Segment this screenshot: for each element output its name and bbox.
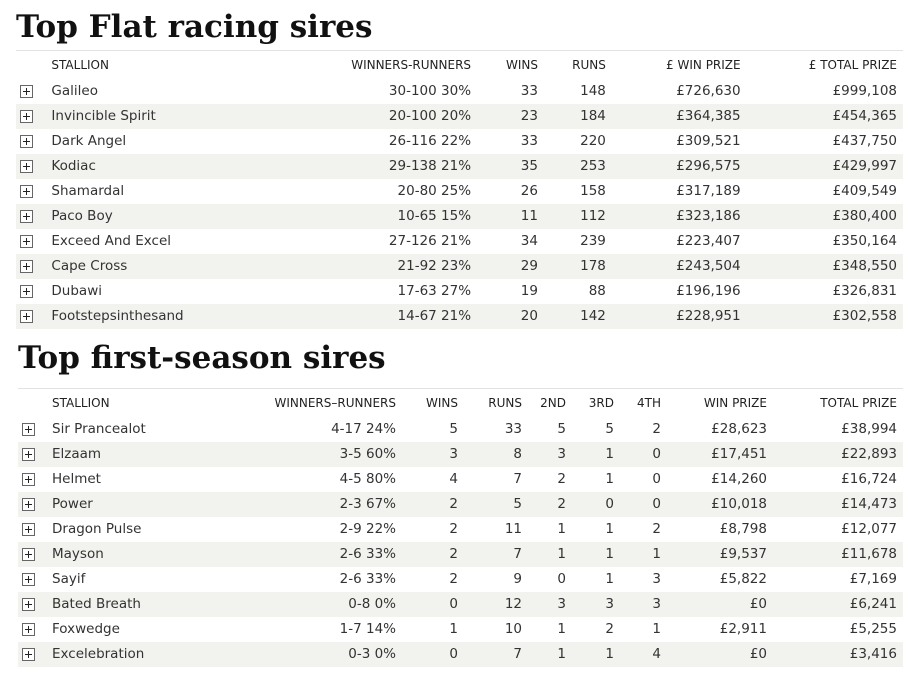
stallion-name: Excelebration [52,646,145,662]
table-row [18,542,903,567]
table-cell: £228,951 [676,308,741,324]
table-row [18,417,903,442]
table-cell: 4-17 24% [331,421,396,437]
first-season-sires-section [0,335,924,694]
table-cell: £5,255 [849,621,897,637]
expand-cell [16,154,45,179]
table-row [16,279,903,304]
expand-plus-icon[interactable] [20,110,33,123]
expand-plus-icon[interactable] [20,310,33,323]
table-cell: 20-100 20% [388,108,472,124]
table-row [16,104,903,129]
table-cell: 158 [580,183,606,199]
table-cell: £323,186 [676,208,741,224]
column-header: STALLION [45,51,245,79]
table-cell: 11 [504,521,522,537]
table-cell: 33 [520,83,538,99]
expand-cell [18,592,46,617]
expand-cell [18,517,46,542]
expand-column-header [16,51,45,79]
stallion-name: Power [52,496,93,512]
table-cell: £28,623 [711,421,767,437]
expand-plus-icon[interactable] [22,573,35,586]
table-cell: 4-5 80% [339,471,396,487]
table-cell: 14-67 21% [397,308,472,324]
stallion-name: Foxwedge [52,621,120,637]
column-header: £ TOTAL PRIZE [747,51,903,79]
table-cell: 2 [449,521,458,537]
table-row [18,442,903,467]
table-cell: 88 [588,283,606,299]
table-cell: £437,750 [832,133,897,149]
table-cell: £12,077 [841,521,897,537]
table-row [18,617,903,642]
expand-plus-icon[interactable] [22,648,35,661]
table-row [18,567,903,592]
table-cell: 2-9 22% [339,521,396,537]
table-cell: £3,416 [849,646,897,662]
table-cell: 0 [652,446,661,462]
table-cell: 1 [605,646,614,662]
stallion-name: Exceed And Excel [51,233,171,249]
stallion-name: Sayif [52,571,86,587]
table-cell: 0 [652,496,661,512]
expand-cell [18,492,46,517]
table-cell: £14,473 [841,496,897,512]
stallion-name: Dark Angel [51,133,127,149]
stallion-name: Footstepsinthesand [51,308,184,324]
table-cell: £5,822 [719,571,767,587]
table-row [16,204,903,229]
expand-plus-icon[interactable] [20,160,33,173]
column-header: WINNERS–RUNNERS [196,389,402,417]
expand-plus-icon[interactable] [22,548,35,561]
expand-plus-icon[interactable] [20,285,33,298]
table-cell: 1 [557,646,566,662]
table-cell: 29-138 21% [388,158,472,174]
expand-plus-icon[interactable] [20,210,33,223]
table-cell: £2,911 [719,621,767,637]
table-cell: £0 [749,596,767,612]
table-row [16,304,903,329]
expand-plus-icon[interactable] [20,185,33,198]
column-header: RUNS [544,51,612,79]
stallion-name: Dragon Pulse [52,521,142,537]
table-cell: 178 [580,258,606,274]
table-cell: 1 [605,471,614,487]
table-cell: 34 [520,233,538,249]
stallion-name: Invincible Spirit [51,108,156,124]
expand-cell [16,129,45,154]
table-cell: 3 [605,596,614,612]
table-cell: 0-3 0% [348,646,396,662]
table-row [16,154,903,179]
table-cell: 220 [580,133,606,149]
table-cell: 12 [504,596,522,612]
table-cell: £309,521 [676,133,741,149]
table-cell: 1 [557,621,566,637]
stallion-name: Sir Prancealot [52,421,146,437]
table-cell: 0 [652,471,661,487]
table-cell: 35 [520,158,538,174]
table-cell: 0 [449,646,458,662]
column-header: WINS [477,51,544,79]
table-cell: 5 [605,421,614,437]
column-header: STALLION [46,389,196,417]
table-cell: £429,997 [832,158,897,174]
table-cell: £9,537 [719,546,767,562]
stallion-name: Bated Breath [52,596,141,612]
table-cell: 2 [652,421,661,437]
stallion-name: Shamardal [51,183,125,199]
table-cell: 184 [580,108,606,124]
expand-plus-icon[interactable] [20,85,33,98]
column-header: RUNS [464,389,528,417]
table-cell: 1 [557,521,566,537]
table-cell: £348,550 [832,258,897,274]
expand-plus-icon[interactable] [22,598,35,611]
section-title: Top Flat racing sires [16,9,373,45]
table-cell: 10 [504,621,522,637]
table-header-row [18,389,903,417]
column-header: TOTAL PRIZE [773,389,903,417]
table-cell: £409,549 [832,183,897,199]
table-cell: 10-65 15% [397,208,472,224]
table-cell: 112 [580,208,606,224]
table-cell: 0 [557,571,566,587]
expand-plus-icon[interactable] [22,523,35,536]
table-cell: £296,575 [676,158,741,174]
table-cell: 19 [520,283,538,299]
table-cell: 1 [652,621,661,637]
table-cell: £243,504 [676,258,741,274]
table-cell: £196,196 [676,283,741,299]
stallion-name: Galileo [51,83,98,99]
table-cell: 142 [580,308,606,324]
section-title: Top first-season sires [18,340,386,376]
table-cell: 1 [605,446,614,462]
expand-cell [16,204,45,229]
expand-column-header [18,389,46,417]
table-row [18,492,903,517]
table-cell: 7 [513,546,522,562]
expand-plus-icon[interactable] [20,235,33,248]
expand-cell [16,79,45,104]
table-cell: 1 [605,571,614,587]
table-cell: 2-6 33% [339,571,396,587]
table-cell: 239 [580,233,606,249]
table-cell: 8 [513,446,522,462]
expand-cell [16,229,45,254]
table-cell: £454,365 [832,108,897,124]
table-row [16,129,903,154]
table-cell: 0-8 0% [348,596,396,612]
stallion-name: Helmet [52,471,101,487]
table-cell: 1 [605,521,614,537]
table-cell: £17,451 [711,446,767,462]
expand-cell [18,417,46,442]
expand-cell [16,279,45,304]
table-cell: £726,630 [676,83,741,99]
table-cell: 11 [520,208,538,224]
table-cell: 1 [557,546,566,562]
expand-cell [18,542,46,567]
table-cell: 2 [652,521,661,537]
first-season-sires-table [18,388,903,667]
expand-cell [18,567,46,592]
table-cell: £326,831 [832,283,897,299]
stallion-name: Kodiac [51,158,96,174]
table-row [16,229,903,254]
table-row [18,517,903,542]
table-cell: 27-126 21% [388,233,472,249]
table-cell: 2 [557,471,566,487]
table-row [18,642,903,667]
expand-cell [18,617,46,642]
table-cell: 0 [605,496,614,512]
column-header: WIN PRIZE [667,389,773,417]
table-cell: £10,018 [711,496,767,512]
table-cell: 21-92 23% [397,258,472,274]
table-cell: 3 [557,446,566,462]
table-cell: 2 [605,621,614,637]
expand-cell [18,442,46,467]
table-cell: 23 [520,108,538,124]
table-cell: 1 [652,546,661,562]
column-header: WINNERS-RUNNERS [246,51,477,79]
table-cell: £380,400 [832,208,897,224]
table-cell: 2 [557,496,566,512]
expand-plus-icon[interactable] [20,260,33,273]
table-cell: 2 [449,496,458,512]
table-row [18,592,903,617]
table-row [16,79,903,104]
column-header: £ WIN PRIZE [612,51,747,79]
table-row [16,179,903,204]
table-cell: £7,169 [849,571,897,587]
table-body [16,79,903,329]
expand-plus-icon[interactable] [20,135,33,148]
stallion-name: Mayson [52,546,104,562]
table-cell: 33 [520,133,538,149]
table-cell: 4 [449,471,458,487]
table-cell: £16,724 [841,471,897,487]
table-cell: £6,241 [849,596,897,612]
table-cell: 20-80 25% [397,183,472,199]
table-cell: 7 [513,646,522,662]
expand-cell [16,179,45,204]
column-header: WINS [402,389,464,417]
table-cell: 2 [449,546,458,562]
table-cell: £302,558 [832,308,897,324]
table-cell: £364,385 [676,108,741,124]
table-cell: 3 [652,571,661,587]
expand-cell [16,254,45,279]
stallion-name: Elzaam [52,446,102,462]
table-cell: 17-63 27% [397,283,472,299]
table-cell: £38,994 [841,421,897,437]
table-cell: 33 [504,421,522,437]
expand-plus-icon[interactable] [22,498,35,511]
column-header: 3RD [572,389,620,417]
table-cell: 5 [449,421,458,437]
table-cell: 2 [449,571,458,587]
table-cell: 1-7 14% [339,621,396,637]
stallion-name: Paco Boy [51,208,113,224]
table-body [18,417,903,667]
table-cell: 253 [580,158,606,174]
table-cell: 0 [449,596,458,612]
expand-plus-icon[interactable] [22,448,35,461]
table-row [18,467,903,492]
table-cell: £0 [749,646,767,662]
table-cell: 2-3 67% [339,496,396,512]
table-cell: 29 [520,258,538,274]
table-cell: 26-116 22% [388,133,472,149]
expand-cell [16,104,45,129]
table-cell: £11,678 [841,546,897,562]
table-cell: 3-5 60% [339,446,396,462]
table-cell: 7 [513,471,522,487]
table-cell: £8,798 [719,521,767,537]
expand-cell [16,304,45,329]
table-cell: 1 [605,546,614,562]
column-header: 4TH [620,389,667,417]
expand-plus-icon[interactable] [22,623,35,636]
table-cell: £317,189 [676,183,741,199]
expand-plus-icon[interactable] [22,423,35,436]
table-cell: 26 [520,183,538,199]
table-cell: 1 [449,621,458,637]
stallion-name: Cape Cross [51,258,128,274]
table-row [16,254,903,279]
flat-sires-table [16,50,903,329]
table-cell: £999,108 [832,83,897,99]
table-cell: £350,164 [832,233,897,249]
table-cell: 3 [557,596,566,612]
flat-sires-section [0,0,924,335]
table-cell: 9 [513,571,522,587]
expand-plus-icon[interactable] [22,473,35,486]
table-cell: 30-100 30% [388,83,472,99]
expand-cell [18,642,46,667]
stallion-name: Dubawi [51,283,102,299]
table-cell: 5 [557,421,566,437]
expand-cell [18,467,46,492]
table-cell: 4 [652,646,661,662]
table-cell: 5 [513,496,522,512]
table-cell: £223,407 [676,233,741,249]
table-cell: £22,893 [841,446,897,462]
table-cell: 3 [652,596,661,612]
table-cell: 148 [580,83,606,99]
table-cell: 20 [520,308,538,324]
table-cell: 3 [449,446,458,462]
table-cell: £14,260 [711,471,767,487]
table-header-row [16,51,903,79]
column-header: 2ND [528,389,572,417]
table-cell: 2-6 33% [339,546,396,562]
